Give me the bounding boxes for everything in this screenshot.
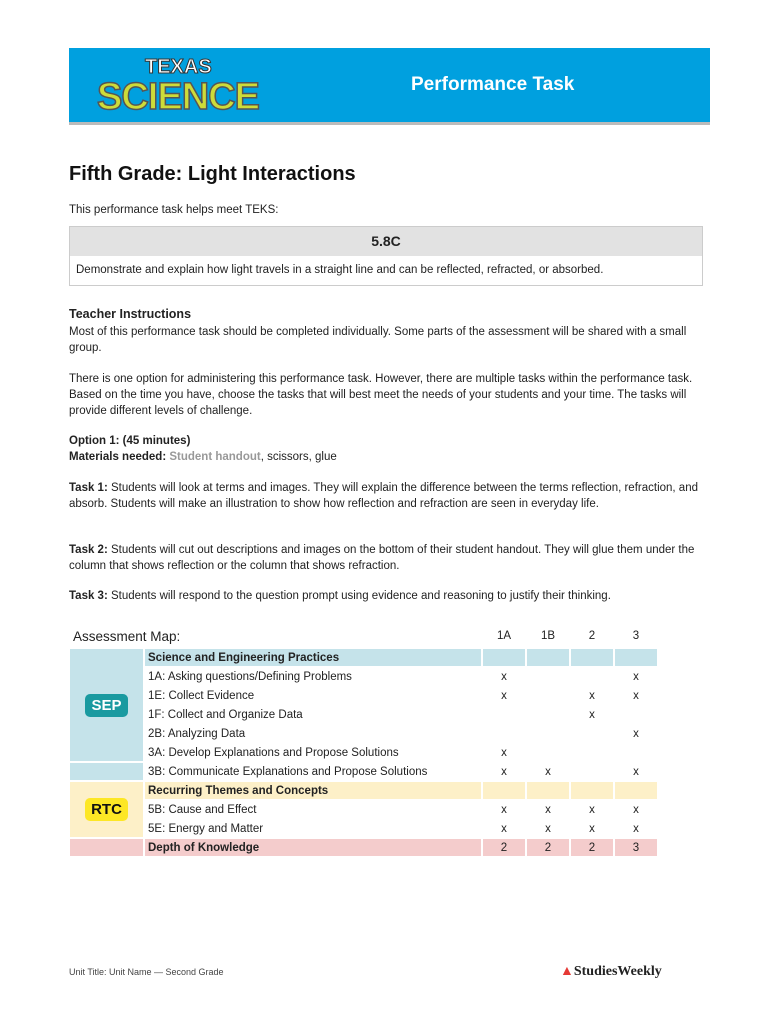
rtc-heading: Recurring Themes and Concepts [145, 782, 481, 799]
logo-text-texas: TEXAS [145, 56, 212, 78]
header-banner [69, 48, 710, 125]
mark-cell [527, 706, 569, 723]
mark-cell [527, 668, 569, 685]
mark-cell [615, 744, 657, 761]
instructions-p2: There is one option for administering this performance task. However, there are multiple tasks within the performance task. Based on the time you have, choose the tasks that will best meet the needs of your students and your time. The tasks will provide different levels of challenge. [69, 373, 693, 417]
row-label: 3A: Develop Explanations and Propose Solutions [145, 744, 481, 761]
mark-cell: x [483, 820, 525, 837]
mark-cell: x [615, 763, 657, 780]
header-title: Performance Task [411, 74, 575, 95]
teks-description: Demonstrate and explain how light travels in a straight line and can be reflected, refracted, or absorbed. [76, 264, 604, 276]
teks-intro: This performance task helps meet TEKS: [69, 204, 279, 216]
assessment-map-title: Assessment Map: [70, 625, 481, 647]
texas-science-logo [97, 56, 277, 118]
mark-cell: x [527, 820, 569, 837]
empty-cell [571, 649, 613, 666]
mark-cell [571, 668, 613, 685]
mark-cell: x [483, 801, 525, 818]
column-header: 1B [527, 625, 569, 647]
mark-cell: x [571, 820, 613, 837]
header-row [70, 625, 657, 647]
empty-cell [70, 839, 143, 856]
dok-label: Depth of Knowledge [145, 839, 481, 856]
task-1 [69, 480, 704, 512]
task-label: Task 1: [69, 482, 108, 494]
mark-cell: x [615, 801, 657, 818]
mark-cell [571, 763, 613, 780]
task-label: Task 3: [69, 590, 108, 602]
mark-cell [571, 725, 613, 742]
assessment-map-table [68, 623, 659, 858]
empty-cell [527, 649, 569, 666]
table-row [70, 820, 657, 837]
empty-cell [527, 782, 569, 799]
empty-cell [483, 649, 525, 666]
mark-cell: x [527, 763, 569, 780]
row-label: 1A: Asking questions/Defining Problems [145, 668, 481, 685]
sep-heading: Science and Engineering Practices [145, 649, 481, 666]
mark-cell: x [615, 668, 657, 685]
rtc-badge: RTC [85, 798, 128, 821]
instructions-heading: Teacher Instructions [69, 307, 192, 321]
row-label: 5B: Cause and Effect [145, 801, 481, 818]
rtc-heading-row [70, 782, 657, 799]
column-header: 3 [615, 625, 657, 647]
studies-weekly-logo [560, 964, 662, 980]
mark-cell [527, 744, 569, 761]
column-header: 1A [483, 625, 525, 647]
mark-cell [483, 725, 525, 742]
materials [69, 449, 704, 465]
mark-cell [527, 725, 569, 742]
column-header: 2 [571, 625, 613, 647]
mark-cell: x [483, 668, 525, 685]
footer-unit-title: Unit Title: Unit Name — Second Grade [69, 967, 224, 977]
task-text: Students will cut out descriptions and images on the bottom of their student handout. They will glue them under the column that shows reflection or the column that shows refraction. [69, 544, 695, 572]
task-text: Students will respond to the question prompt using evidence and reasoning to justify their thinking. [107, 590, 611, 602]
mark-cell: x [483, 763, 525, 780]
table-row [70, 744, 657, 761]
table-row [70, 801, 657, 818]
dok-value: 2 [483, 839, 525, 856]
task-label: Task 2: [69, 544, 108, 556]
teks-code: 5.8C [70, 227, 702, 256]
dok-value: 2 [527, 839, 569, 856]
mark-cell: x [571, 687, 613, 704]
table-row [70, 687, 657, 704]
mark-cell: x [615, 820, 657, 837]
sep-cell [70, 649, 143, 761]
mark-cell: x [615, 725, 657, 742]
mark-cell [615, 706, 657, 723]
task-text: Students will look at terms and images. They will explain the difference between the terms reflection, refraction, and absorb. Students will make an illustration to show how reflection and refraction are seen in everyday life. [69, 482, 698, 510]
materials-label: Materials needed: [69, 451, 167, 463]
mark-cell [571, 744, 613, 761]
mark-cell: x [615, 687, 657, 704]
mark-cell [483, 706, 525, 723]
table-row [70, 763, 657, 780]
brand-text: StudiesWeekly [573, 964, 662, 979]
sep-badge: SEP [85, 694, 127, 717]
row-label: 1E: Collect Evidence [145, 687, 481, 704]
table-row [70, 668, 657, 685]
row-label: 2B: Analyzing Data [145, 725, 481, 742]
mark-cell: x [483, 744, 525, 761]
empty-cell [571, 782, 613, 799]
row-label: 1F: Collect and Organize Data [145, 706, 481, 723]
mark-cell: x [571, 706, 613, 723]
row-label: 3B: Communicate Explanations and Propose Solutions [145, 763, 481, 780]
table-row [70, 706, 657, 723]
empty-cell [615, 649, 657, 666]
mark-cell: x [527, 801, 569, 818]
apple-icon: ▲ [560, 964, 574, 979]
sep-heading-row [70, 649, 657, 666]
mark-cell: x [571, 801, 613, 818]
task-3 [69, 588, 704, 604]
dok-value: 3 [615, 839, 657, 856]
sep-cell [70, 763, 143, 780]
page-title: Fifth Grade: Light Interactions [69, 163, 356, 185]
dok-value: 2 [571, 839, 613, 856]
dok-row [70, 839, 657, 856]
table-row [70, 725, 657, 742]
rtc-cell [70, 782, 143, 837]
student-handout-link[interactable]: Student handout [169, 451, 261, 463]
materials-rest: , scissors, glue [260, 451, 337, 463]
instructions-p1: Most of this performance task should be completed individually. Some parts of the assessment will be shared with a small group. [69, 326, 687, 354]
task-2 [69, 542, 704, 574]
empty-cell [615, 782, 657, 799]
logo-text-science: SCIENCE [97, 76, 259, 118]
row-label: 5E: Energy and Matter [145, 820, 481, 837]
mark-cell [527, 687, 569, 704]
option-label: Option 1: (45 minutes) [69, 435, 191, 447]
empty-cell [483, 782, 525, 799]
mark-cell: x [483, 687, 525, 704]
teks-box [69, 226, 703, 286]
